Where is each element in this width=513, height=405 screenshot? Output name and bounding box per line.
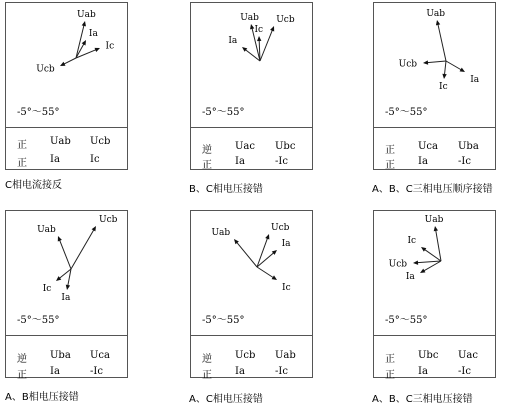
phasor-label: Ia — [470, 75, 480, 85]
phasor-label: Ic — [282, 283, 291, 293]
sequence-cell: 正 — [385, 354, 395, 365]
phasor-label: Ic — [42, 284, 52, 294]
table-divider — [191, 127, 312, 128]
phasor-arrow-line — [416, 261, 441, 263]
phasor-arrow-line — [71, 229, 94, 269]
panel-caption: A、B、C三相电压接错 — [372, 394, 473, 405]
phasor-label: Ucb — [36, 64, 55, 75]
phasor-arrowhead — [58, 236, 62, 241]
panel-caption: A、C相电压接错 — [189, 394, 263, 405]
table-divider — [191, 335, 312, 336]
sequence-cell: 逆 — [202, 354, 212, 365]
current-cell: -Ic — [458, 366, 471, 377]
current-cell: -Ic — [275, 156, 288, 167]
panel-caption: A、B相电压接错 — [5, 392, 79, 403]
phasor-arrow-line — [63, 58, 76, 65]
phasor-label: Uab — [424, 215, 444, 225]
phasor-label: Uab — [426, 9, 446, 19]
phasor-label: Ia — [281, 239, 291, 249]
phasor-label: Ic — [407, 236, 417, 246]
voltage-cell: Uab — [275, 350, 296, 361]
voltage-cell: Uca — [90, 350, 110, 361]
voltage-cell: Uba — [50, 350, 71, 361]
phasor-arrowhead — [66, 285, 70, 290]
phasor-arrow-line — [59, 239, 71, 269]
phasor-label: Ic — [254, 25, 264, 35]
phasor-arrow-line — [444, 61, 446, 76]
phasor-arrowhead — [442, 74, 446, 79]
current-cell: -Ic — [275, 366, 288, 377]
sequence-cell: 正 — [202, 370, 212, 381]
panel-caption: C相电流接反 — [5, 180, 62, 191]
phasor-panel — [5, 210, 128, 381]
phasor-arrowhead — [413, 260, 418, 264]
phasor-arrowhead — [82, 21, 86, 26]
phasor-arrow-line — [423, 249, 441, 261]
voltage-cell: Ucb — [235, 350, 256, 361]
panel-caption: A、B、C三相电压顺序接错 — [372, 184, 493, 195]
panel-caption: B、C相电压接错 — [189, 184, 263, 195]
phasor-arrow-line — [236, 241, 257, 267]
current-cell: -Ic — [458, 156, 471, 167]
current-cell: Ia — [418, 366, 428, 377]
phasor-arrow-line — [257, 267, 274, 278]
phasor-arrow-line — [76, 49, 97, 58]
phasor-label: Ucb — [388, 259, 408, 270]
phasor-label: Ia — [228, 36, 238, 46]
current-cell: Ia — [50, 366, 60, 377]
phasor-label: Ucb — [99, 215, 118, 225]
phasor-arrowhead — [270, 26, 274, 31]
voltage-cell: Ubc — [418, 350, 439, 361]
phasor-arrowhead — [272, 275, 277, 280]
current-cell: Ia — [235, 156, 245, 167]
phasor-panel — [190, 210, 313, 381]
voltage-cell: Uac — [235, 141, 255, 152]
table-divider — [6, 127, 127, 128]
voltage-cell: Uac — [458, 350, 478, 361]
phasor-label: Ucb — [398, 59, 418, 70]
current-cell: Ia — [50, 154, 60, 165]
sequence-cell: 正 — [385, 370, 395, 381]
phasor-arrowhead — [421, 247, 426, 252]
phasor-label: Ucb — [271, 223, 290, 233]
phasor-label: Uab — [211, 228, 231, 238]
phasor-arrow-line — [438, 23, 446, 61]
sequence-cell: 正 — [17, 370, 27, 381]
sequence-cell: 逆 — [202, 145, 212, 156]
phasor-label: Uab — [240, 13, 259, 23]
current-cell: Ic — [90, 154, 100, 165]
current-cell: Ia — [235, 366, 245, 377]
sequence-cell: 正 — [385, 160, 395, 171]
phasor-label: Ia — [61, 293, 71, 303]
phasor-label: Ic — [439, 82, 448, 92]
phasor-panel — [373, 210, 496, 381]
phasor-arrow-line — [436, 229, 441, 261]
voltage-cell: Uab — [50, 136, 71, 147]
phasor-arrowhead — [436, 20, 440, 25]
phasor-arrowhead — [265, 234, 269, 239]
phasor-label: Uab — [77, 10, 96, 20]
sequence-cell: 逆 — [17, 354, 27, 365]
phasor-label: Ia — [88, 29, 98, 39]
voltage-cell: Ucb — [90, 136, 111, 147]
phasor-panel — [5, 2, 128, 170]
angle-range: -5°～55° — [17, 315, 60, 326]
table-divider — [374, 127, 495, 128]
angle-range: -5°～55° — [385, 107, 428, 118]
angle-range: -5°～55° — [385, 315, 428, 326]
table-divider — [6, 335, 127, 336]
voltage-cell: Uba — [458, 141, 479, 152]
current-cell: -Ic — [90, 366, 103, 377]
phasor-label: Ia — [405, 271, 415, 282]
phasor-arrowhead — [423, 60, 428, 64]
sequence-cell: 正 — [17, 158, 27, 169]
angle-range: -5°～55° — [17, 107, 60, 118]
phasor-label: Ucb — [276, 15, 295, 25]
voltage-cell: Uca — [418, 141, 438, 152]
phasor-label: Uab — [37, 225, 56, 235]
sequence-cell: 正 — [202, 160, 212, 171]
phasor-arrowhead — [257, 36, 261, 41]
sequence-cell: 正 — [385, 145, 395, 156]
phasor-panel — [373, 2, 496, 170]
phasor-arrow-line — [446, 61, 462, 70]
angle-range: -5°～55° — [202, 315, 245, 326]
angle-range: -5°～55° — [202, 107, 245, 118]
current-cell: Ia — [418, 156, 428, 167]
sequence-cell: 正 — [17, 140, 27, 151]
phasor-panel — [190, 2, 313, 170]
voltage-cell: Ubc — [275, 141, 296, 152]
phasor-arrow-line — [76, 24, 84, 58]
phasor-label: Ic — [105, 41, 115, 52]
table-divider — [374, 335, 495, 336]
phasor-arrowhead — [434, 226, 438, 231]
phasor-arrow-line — [426, 61, 446, 63]
